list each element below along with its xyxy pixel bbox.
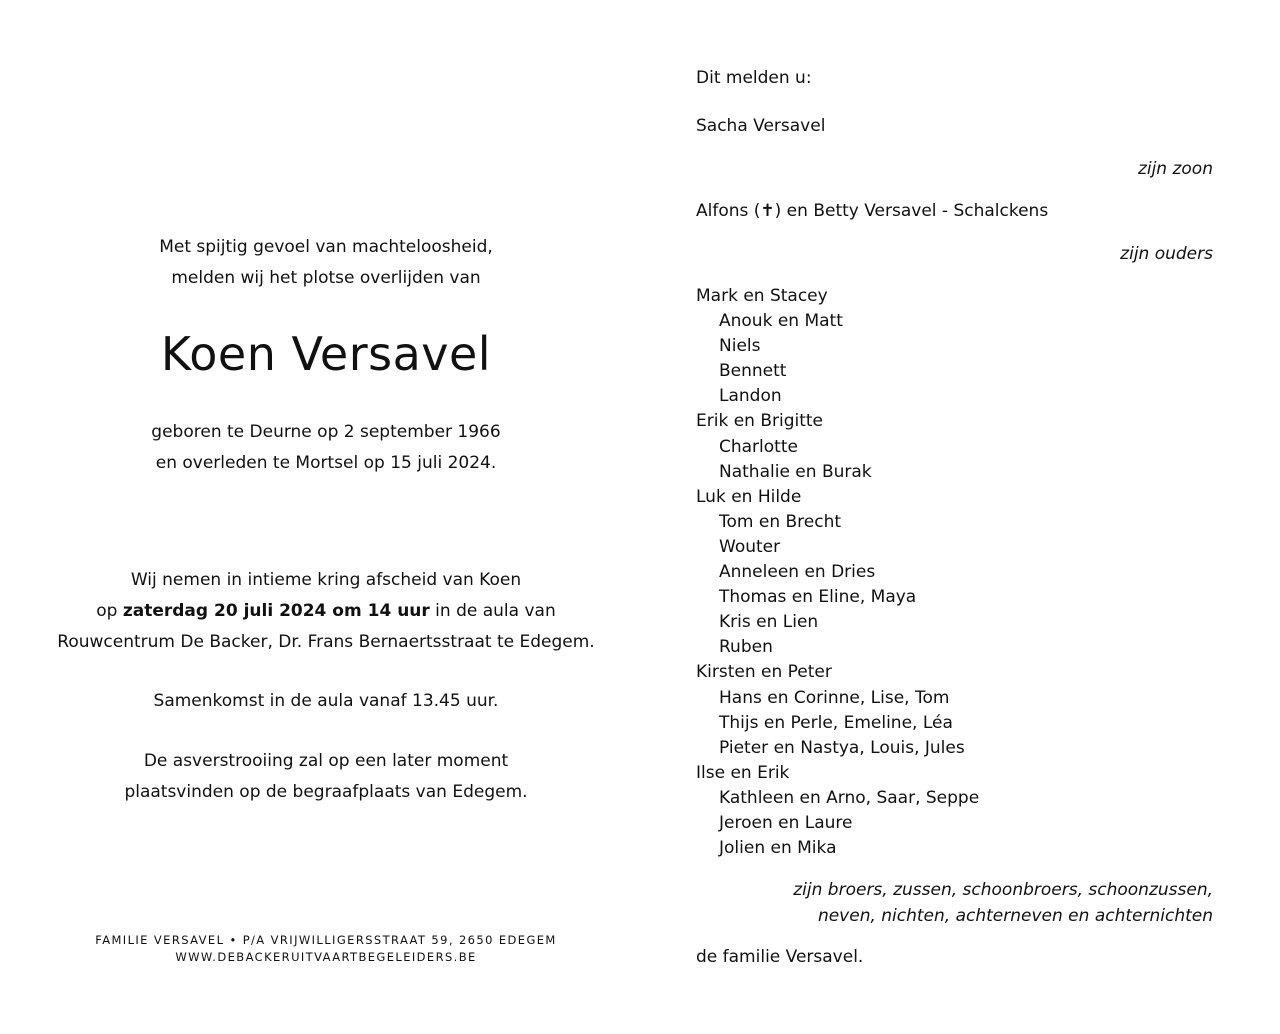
son-relation: zijn zoon <box>1137 159 1213 179</box>
footer-address <box>0 932 652 966</box>
deceased-name: Koen Versavel <box>160 327 492 381</box>
gathering-line: Samenkomst in de aula vanaf 13.45 uur. <box>153 691 499 711</box>
footer-line-1: FAMILIE VERSAVEL • P/A VRIJWILLIGERSSTRAAT 59, 2650 EDEGEM <box>95 933 557 947</box>
list-item: Ilse en Erik <box>696 762 790 783</box>
ashes-line-2: plaatsvinden op de begraafplaats van Edegem. <box>124 782 528 802</box>
list-item: Jeroen en Laure <box>719 812 853 833</box>
birth-line: geboren te Deurne op 2 september 1966 <box>151 422 501 442</box>
ceremony-line-2-post: in de aula van <box>429 601 556 621</box>
list-item: Charlotte <box>719 436 798 457</box>
ceremony-info <box>0 565 652 658</box>
closing-signature: de familie Versavel. <box>696 947 864 967</box>
list-item: Hans en Corinne, Lise, Tom <box>719 687 950 708</box>
list-item: Anneleen en Dries <box>719 562 876 583</box>
list-item: Luk en Hilde <box>696 486 802 507</box>
siblings-relation-line-1: zijn broers, zussen, schoonbroers, schoonzussen, <box>793 880 1213 900</box>
list-item: Bennett <box>719 361 787 382</box>
siblings-relation-line-2: neven, nichten, achterneven en achternichten <box>817 906 1213 926</box>
list-item: Erik en Brigitte <box>696 411 824 432</box>
intro-text <box>0 232 652 294</box>
list-item: Kathleen en Arno, Saar, Seppe <box>719 787 980 808</box>
list-item: Thijs en Perle, Emeline, Léa <box>719 712 953 733</box>
list-item: Mark en Stacey <box>696 286 828 306</box>
ceremony-line-2-pre: op <box>96 601 123 621</box>
list-item: Kris en Lien <box>719 612 819 633</box>
intro-line-1: Met spijtig gevoel van machteloosheid, <box>159 237 493 257</box>
intro-line-2: melden wij het plotse overlijden van <box>171 268 481 288</box>
list-item: Thomas en Eline, Maya <box>719 587 917 608</box>
announce-line: Dit melden u: <box>696 68 812 88</box>
family-list <box>696 284 979 861</box>
life-dates <box>0 417 652 479</box>
list-item: Wouter <box>719 536 781 557</box>
ashes-info <box>0 746 652 808</box>
death-line: en overleden te Mortsel op 15 juli 2024. <box>155 453 497 473</box>
parents-relation: zijn ouders <box>1120 244 1213 264</box>
list-item: Jolien en Mika <box>719 838 837 859</box>
list-item: Ruben <box>719 637 773 658</box>
ceremony-line-3: Rouwcentrum De Backer, Dr. Frans Bernaertsstraat te Edegem. <box>57 632 595 652</box>
gathering-info <box>0 686 652 717</box>
ceremony-datetime: zaterdag 20 juli 2024 om 14 uur <box>122 601 430 621</box>
list-item: Pieter en Nastya, Louis, Jules <box>719 737 965 758</box>
parents-names: Alfons (✝) en Betty Versavel - Schalckens <box>696 201 1049 221</box>
ashes-line-1: De asverstrooiing zal op een later moment <box>143 751 509 771</box>
son-name: Sacha Versavel <box>696 116 826 136</box>
list-item: Anouk en Matt <box>719 311 843 332</box>
list-item: Nathalie en Burak <box>719 461 872 482</box>
list-item: Tom en Brecht <box>719 511 842 532</box>
ceremony-line-2 <box>0 596 652 627</box>
ceremony-line-1: Wij nemen in intieme kring afscheid van Koen <box>130 570 522 590</box>
list-item: Niels <box>719 336 761 357</box>
footer-website: WWW.DEBACKERUITVAARTBEGELEIDERS.BE <box>175 950 477 964</box>
list-item: Landon <box>719 386 782 407</box>
list-item: Kirsten en Peter <box>696 662 832 683</box>
